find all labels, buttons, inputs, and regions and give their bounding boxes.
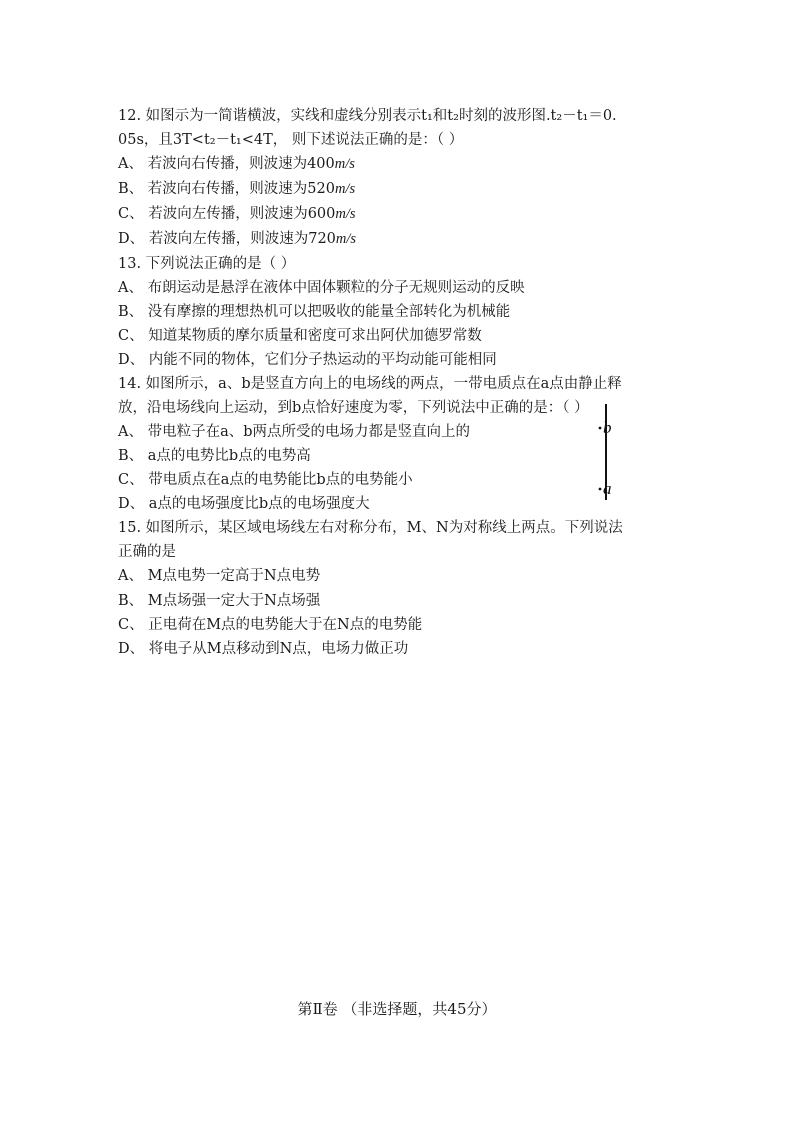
q14-stem-line2: 放，沿电场线向上运动，到b点恰好速度为零，下列说法中正确的是：（ ） [118,400,589,416]
q13-stem: 13. 下列说法正确的是（ ） [118,256,296,272]
point-b-dot [599,427,602,430]
point-b-label: b [603,418,612,437]
q13-option-b: B、 没有摩擦的理想热机可以把吸收的能量全部转化为机械能 [118,304,511,320]
q12-option-b: B、 若波向右传播，则波速为520m/s [118,181,356,197]
q14-option-a: A、 带电粒子在a、b两点所受的电场力都是竖直向上的 [118,424,471,440]
section-heading: 第Ⅱ卷 （非选择题，共45分） [297,1000,497,1018]
q14-stem-line1: 14. 如图所示，a、b是竖直方向上的电场线的两点，一带电质点在a点由静止释 [118,376,622,392]
q14-option-c: C、 带电质点在a点的电势能比b点的电势能小 [118,472,413,488]
q12-option-a: A、 若波向右传播，则波速为400m/s [118,156,355,172]
q15-option-d: D、 将电子从M点移动到N点，电场力做正功 [118,641,409,657]
q13-option-a: A、 布朗运动是悬浮在液体中固体颗粒的分子无规则运动的反映 [118,280,525,296]
q13-option-d: D、 内能不同的物体，它们分子热运动的平均动能可能相同 [118,352,497,368]
q13-option-c: C、 知道某物质的摩尔质量和密度可求出阿伏加德罗常数 [118,328,482,344]
q12-stem-line1: 12. 如图示为一简谐横波，实线和虚线分别表示t₁和t₂时刻的波形图.t₂－t₁＝0. [118,108,617,124]
point-a-label: a [603,479,612,498]
q15-stem-line2: 正确的是 [118,544,176,560]
q12-stem-line2: 05s，且3T<t₂－t₁<4T， 则下述说法正确的是：（ ） [118,132,464,148]
q15-option-a: A、 M点电势一定高于N点电势 [118,568,321,584]
q15-option-c: C、 正电荷在M点的电势能大于在N点的电势能 [118,617,423,633]
q15-option-b: B、 M点场强一定大于N点场强 [118,593,321,609]
q12-option-c: C、 若波向左传播，则波速为600m/s [118,206,356,222]
field-line-figure [592,402,632,502]
q12-option-d: D、 若波向左传播，则波速为720m/s [118,231,357,247]
point-a-dot [599,488,602,491]
q14-option-d: D、 a点的电场强度比b点的电场强度大 [118,496,370,512]
q14-option-b: B、 a点的电势比b点的电势高 [118,448,311,464]
q15-stem-line1: 15. 如图所示，某区域电场线左右对称分布，M、N为对称线上两点。下列说法 [118,520,623,536]
